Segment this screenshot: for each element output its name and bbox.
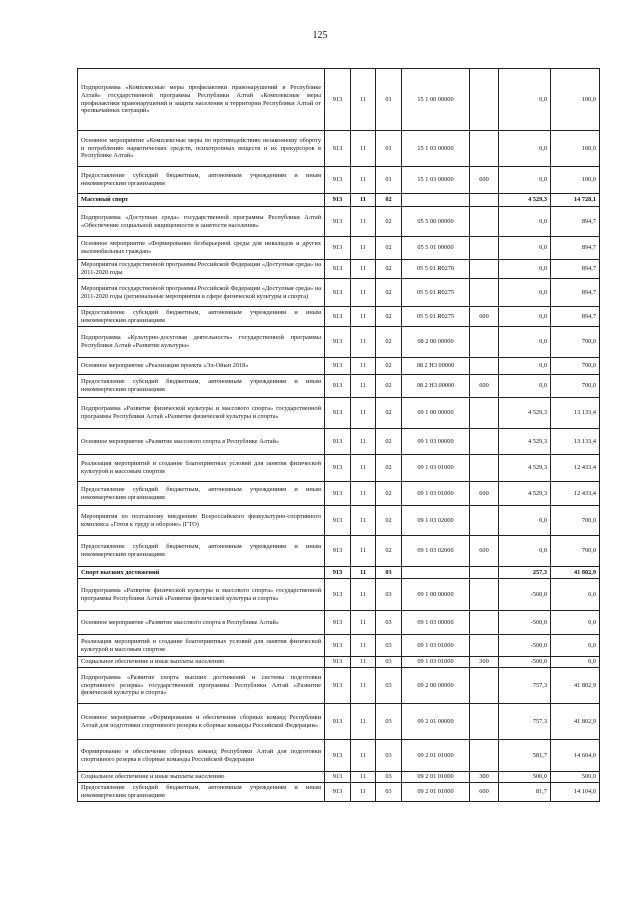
row-name-cell: Основное мероприятие «Формирование и обеспечение сборных команд Республики Алтай для подготовки спортивного резерва в сборные команды Российской Федерации» (78, 704, 325, 740)
amount-total-cell: 41 802,9 (551, 668, 600, 704)
amount-total-cell: 700,0 (551, 358, 600, 375)
section-code-cell: 11 (351, 657, 376, 668)
table-row (78, 506, 600, 536)
amount-change-cell: 4 529,3 (499, 398, 551, 429)
table-row (78, 375, 600, 398)
target-article-cell: 09 1 00 00000 (402, 398, 470, 429)
section-code-cell: 11 (351, 131, 376, 167)
section-code-cell: 11 (351, 207, 376, 237)
amount-change-cell: 500,0 (499, 772, 551, 783)
amount-change-cell: 4 529,3 (499, 429, 551, 455)
grbs-code-cell: 913 (325, 358, 351, 375)
amount-total-cell: 41 802,9 (551, 567, 600, 579)
target-article-cell: 05 5 01 R0275 (402, 279, 470, 307)
table-row (78, 260, 600, 279)
budget-table-body (78, 69, 600, 802)
section-code-cell: 11 (351, 772, 376, 783)
expense-type-cell (470, 260, 499, 279)
expense-type-cell (470, 567, 499, 579)
table-row (78, 740, 600, 772)
amount-total-cell: 14 104,0 (551, 783, 600, 802)
row-name-cell: Основное мероприятие «Формирование безбарьерной среды для инвалидов и других маломобильных граждан» (78, 237, 325, 260)
row-name-cell: Предоставление субсидий бюджетным, автономным учреждениям и иным некоммерческим организациям (78, 375, 325, 398)
subsection-code-cell: 03 (376, 657, 402, 668)
section-code-cell: 11 (351, 194, 376, 207)
target-article-cell: 09 1 03 01000 (402, 657, 470, 668)
amount-change-cell: 257,3 (499, 567, 551, 579)
expense-type-cell (470, 194, 499, 207)
target-article-cell: 09 1 03 02000 (402, 506, 470, 536)
grbs-code-cell: 913 (325, 260, 351, 279)
row-name-cell: Подпрограмма «Развитие физической культуры и массового спорта» государственной программы Республики Алтай «Развитие физической культуры и спорта» (78, 579, 325, 611)
target-article-cell: 09 1 03 02000 (402, 536, 470, 567)
subsection-code-cell: 02 (376, 506, 402, 536)
row-name-cell: Основное мероприятие «Развитие массового спорта в Республике Алтай» (78, 429, 325, 455)
table-row (78, 131, 600, 167)
row-name-cell: Спорт высших достижений (78, 567, 325, 579)
table-row (78, 358, 600, 375)
amount-total-cell: 12 433,4 (551, 455, 600, 482)
amount-total-cell: 13 133,4 (551, 429, 600, 455)
expense-type-cell (470, 358, 499, 375)
expense-type-cell (470, 611, 499, 635)
target-article-cell: 09 1 03 01000 (402, 455, 470, 482)
amount-change-cell: 757,3 (499, 668, 551, 704)
target-article-cell: 09 1 03 00000 (402, 611, 470, 635)
budget-table (77, 68, 600, 802)
row-name-cell: Подпрограмма «Доступная среда» государственной программы Республики Алтай «Обеспечение социальной защищенности и занятости населения» (78, 207, 325, 237)
amount-change-cell: 81,7 (499, 783, 551, 802)
section-code-cell: 11 (351, 69, 376, 131)
amount-total-cell: 41 802,9 (551, 704, 600, 740)
section-code-cell: 11 (351, 611, 376, 635)
grbs-code-cell: 913 (325, 668, 351, 704)
amount-total-cell: 0,0 (551, 611, 600, 635)
grbs-code-cell: 913 (325, 611, 351, 635)
table-row (78, 307, 600, 327)
subsection-code-cell: 02 (376, 279, 402, 307)
target-article-cell: 09 2 00 00000 (402, 668, 470, 704)
row-name-cell: Социальное обеспечение и иные выплаты населению (78, 657, 325, 668)
amount-change-cell: -500,0 (499, 611, 551, 635)
table-row (78, 279, 600, 307)
amount-change-cell: 0,0 (499, 260, 551, 279)
row-name-cell: Основное мероприятие «Комплексные меры по противодействию незаконному обороту и потреблению наркотических средств, психотропных веществ и их прекурсоров в Республике Алтай» (78, 131, 325, 167)
expense-type-cell (470, 455, 499, 482)
expense-type-cell (470, 429, 499, 455)
target-article-cell: 09 1 03 01000 (402, 482, 470, 506)
section-code-cell: 11 (351, 327, 376, 358)
amount-change-cell: 0,0 (499, 207, 551, 237)
grbs-code-cell: 913 (325, 398, 351, 429)
row-name-cell: Мероприятия по поэтапному внедрению Всероссийского физкультурно-спортивного комплекса «Готов к труду и обороне» (ГТО) (78, 506, 325, 536)
target-article-cell: 08 2 Н3 00000 (402, 375, 470, 398)
table-row (78, 657, 600, 668)
section-code-cell: 11 (351, 358, 376, 375)
target-article-cell: 09 1 03 01000 (402, 635, 470, 657)
grbs-code-cell: 913 (325, 279, 351, 307)
table-row (78, 167, 600, 194)
section-code-cell: 11 (351, 579, 376, 611)
target-article-cell: 09 2 01 00000 (402, 704, 470, 740)
expense-type-cell (470, 207, 499, 237)
target-article-cell: 08 2 00 00000 (402, 327, 470, 358)
amount-change-cell: 0,0 (499, 167, 551, 194)
row-name-cell: Подпрограмма «Развитие физической культуры и массового спорта» государственной программы Республики Алтай «Развитие физической культуры и спорта» (78, 398, 325, 429)
section-code-cell: 11 (351, 635, 376, 657)
row-name-cell: Формирование и обеспечение сборных команд Республики Алтай для подготовки спортивного резерва в сборные команды Российской Федерации (78, 740, 325, 772)
amount-change-cell: 0,0 (499, 358, 551, 375)
expense-type-cell (470, 579, 499, 611)
row-name-cell: Предоставление субсидий бюджетным, автономным учреждениям и иным некоммерческим организациям (78, 307, 325, 327)
amount-change-cell: 0,0 (499, 279, 551, 307)
grbs-code-cell: 913 (325, 579, 351, 611)
row-name-cell: Реализация мероприятий и создание благоприятных условий для занятия физической культурой и массовым спортом (78, 455, 325, 482)
target-article-cell: 15 1 03 00000 (402, 131, 470, 167)
amount-change-cell: 0,0 (499, 69, 551, 131)
section-code-cell: 11 (351, 167, 376, 194)
subsection-code-cell: 02 (376, 375, 402, 398)
grbs-code-cell: 913 (325, 704, 351, 740)
target-article-cell: 05 5 01 00000 (402, 237, 470, 260)
amount-total-cell: 894,7 (551, 207, 600, 237)
amount-change-cell: 4 529,3 (499, 482, 551, 506)
grbs-code-cell: 913 (325, 635, 351, 657)
subsection-code-cell: 02 (376, 194, 402, 207)
subsection-code-cell: 03 (376, 567, 402, 579)
expense-type-cell (470, 668, 499, 704)
subsection-code-cell: 03 (376, 740, 402, 772)
amount-change-cell: 4 529,3 (499, 194, 551, 207)
grbs-code-cell: 913 (325, 506, 351, 536)
expense-type-cell (470, 635, 499, 657)
table-row (78, 69, 600, 131)
subsection-code-cell: 02 (376, 358, 402, 375)
amount-total-cell: 700,0 (551, 375, 600, 398)
amount-change-cell: 0,0 (499, 237, 551, 260)
table-row (78, 668, 600, 704)
target-article-cell: 05 5 01 R0270 (402, 260, 470, 279)
amount-total-cell: 700,0 (551, 327, 600, 358)
expense-type-cell: 600 (470, 536, 499, 567)
subsection-code-cell: 02 (376, 327, 402, 358)
grbs-code-cell: 913 (325, 194, 351, 207)
target-article-cell: 09 2 01 01000 (402, 783, 470, 802)
expense-type-cell: 300 (470, 657, 499, 668)
table-row (78, 455, 600, 482)
target-article-cell: 08 2 Н3 00000 (402, 358, 470, 375)
target-article-cell: 05 5 00 00000 (402, 207, 470, 237)
row-name-cell: Подпрограмма «Культурно-досуговая деятельность» государственной программы Республики Алтай «Развитие культуры» (78, 327, 325, 358)
grbs-code-cell: 913 (325, 307, 351, 327)
amount-total-cell: 894,7 (551, 307, 600, 327)
subsection-code-cell: 03 (376, 783, 402, 802)
grbs-code-cell: 913 (325, 455, 351, 482)
expense-type-cell: 600 (470, 167, 499, 194)
section-code-cell: 11 (351, 567, 376, 579)
expense-type-cell (470, 506, 499, 536)
grbs-code-cell: 913 (325, 207, 351, 237)
grbs-code-cell: 913 (325, 131, 351, 167)
table-row (78, 194, 600, 207)
row-name-cell: Предоставление субсидий бюджетным, автономным учреждениям и иным некоммерческим организациям (78, 167, 325, 194)
amount-total-cell: 894,7 (551, 260, 600, 279)
target-article-cell: 05 5 01 R0275 (402, 307, 470, 327)
row-name-cell: Подпрограмма «Комплексные меры профилактики правонарушений в Республике Алтай» государственной программы Республики Алтай «Комплексные меры профилактики правонарушений и защита населения и территории Республики Алтай от чрезвычайных ситуаций» (78, 69, 325, 131)
grbs-code-cell: 913 (325, 772, 351, 783)
subsection-code-cell: 03 (376, 704, 402, 740)
section-code-cell: 11 (351, 237, 376, 260)
section-code-cell: 11 (351, 536, 376, 567)
row-name-cell: Подпрограмма «Развитие спорта высших достижений и системы подготовки спортивного резерва» государственной программы Республики Алтай «Развитие физической культуры и спорта» (78, 668, 325, 704)
expense-type-cell (470, 327, 499, 358)
amount-total-cell: 100,0 (551, 131, 600, 167)
expense-type-cell (470, 237, 499, 260)
target-article-cell: 09 1 00 00000 (402, 579, 470, 611)
table-row (78, 237, 600, 260)
expense-type-cell (470, 69, 499, 131)
grbs-code-cell: 913 (325, 69, 351, 131)
expense-type-cell: 600 (470, 482, 499, 506)
subsection-code-cell: 02 (376, 237, 402, 260)
subsection-code-cell: 03 (376, 635, 402, 657)
amount-total-cell: 100,0 (551, 69, 600, 131)
section-code-cell: 11 (351, 455, 376, 482)
grbs-code-cell: 913 (325, 567, 351, 579)
grbs-code-cell: 913 (325, 429, 351, 455)
table-row (78, 611, 600, 635)
subsection-code-cell: 02 (376, 482, 402, 506)
table-row (78, 704, 600, 740)
subsection-code-cell: 03 (376, 772, 402, 783)
amount-total-cell: 500,0 (551, 772, 600, 783)
row-name-cell: Предоставление субсидий бюджетным, автономным учреждениям и иным некоммерческим организациям (78, 536, 325, 567)
subsection-code-cell: 03 (376, 668, 402, 704)
section-code-cell: 11 (351, 482, 376, 506)
table-row (78, 579, 600, 611)
table-row (78, 783, 600, 802)
expense-type-cell: 300 (470, 772, 499, 783)
amount-total-cell: 700,0 (551, 536, 600, 567)
amount-total-cell: 894,7 (551, 237, 600, 260)
subsection-code-cell: 02 (376, 307, 402, 327)
amount-change-cell: -500,0 (499, 635, 551, 657)
row-name-cell: Предоставление субсидий бюджетным, автономным учреждениям и иным некоммерческим организациям (78, 783, 325, 802)
amount-change-cell: 0,0 (499, 536, 551, 567)
grbs-code-cell: 913 (325, 327, 351, 358)
subsection-code-cell: 02 (376, 429, 402, 455)
subsection-code-cell: 03 (376, 579, 402, 611)
row-name-cell: Предоставление субсидий бюджетным, автономным учреждениям и иным некоммерческим организациям (78, 482, 325, 506)
expense-type-cell (470, 279, 499, 307)
section-code-cell: 11 (351, 279, 376, 307)
table-row (78, 429, 600, 455)
target-article-cell (402, 567, 470, 579)
amount-change-cell: 0,0 (499, 506, 551, 536)
target-article-cell: 09 1 03 00000 (402, 429, 470, 455)
expense-type-cell (470, 740, 499, 772)
grbs-code-cell: 913 (325, 237, 351, 260)
subsection-code-cell: 01 (376, 131, 402, 167)
subsection-code-cell: 02 (376, 207, 402, 237)
amount-total-cell: 14 728,1 (551, 194, 600, 207)
target-article-cell (402, 194, 470, 207)
table-row (78, 327, 600, 358)
amount-change-cell: 0,0 (499, 131, 551, 167)
expense-type-cell (470, 131, 499, 167)
subsection-code-cell: 02 (376, 260, 402, 279)
amount-total-cell: 0,0 (551, 635, 600, 657)
target-article-cell: 09 2 01 01000 (402, 740, 470, 772)
table-row (78, 536, 600, 567)
grbs-code-cell: 913 (325, 482, 351, 506)
amount-total-cell: 12 433,4 (551, 482, 600, 506)
grbs-code-cell: 913 (325, 375, 351, 398)
subsection-code-cell: 01 (376, 69, 402, 131)
grbs-code-cell: 913 (325, 783, 351, 802)
table-row (78, 635, 600, 657)
section-code-cell: 11 (351, 704, 376, 740)
amount-total-cell: 0,0 (551, 579, 600, 611)
subsection-code-cell: 01 (376, 167, 402, 194)
grbs-code-cell: 913 (325, 536, 351, 567)
expense-type-cell: 600 (470, 375, 499, 398)
amount-total-cell: 100,0 (551, 167, 600, 194)
amount-total-cell: 0,0 (551, 657, 600, 668)
amount-change-cell: 581,7 (499, 740, 551, 772)
section-code-cell: 11 (351, 260, 376, 279)
amount-change-cell: 0,0 (499, 327, 551, 358)
table-row (78, 398, 600, 429)
amount-change-cell: 4 529,3 (499, 455, 551, 482)
section-code-cell: 11 (351, 740, 376, 772)
row-name-cell: Основное мероприятие «Реализация проекта «Эл-Ойын 2018» (78, 358, 325, 375)
target-article-cell: 15 1 00 00000 (402, 69, 470, 131)
amount-total-cell: 894,7 (551, 279, 600, 307)
table-row (78, 482, 600, 506)
grbs-code-cell: 913 (325, 167, 351, 194)
target-article-cell: 15 1 03 00000 (402, 167, 470, 194)
expense-type-cell: 600 (470, 783, 499, 802)
expense-type-cell (470, 398, 499, 429)
target-article-cell: 09 2 01 01000 (402, 772, 470, 783)
row-name-cell: Мероприятия государственной программы Российской Федерации «Доступная среда» на 2011-2020 годы (региональные мероприятия в сфере физической культуры и спорта) (78, 279, 325, 307)
amount-total-cell: 14 604,0 (551, 740, 600, 772)
section-code-cell: 11 (351, 506, 376, 536)
page-number: 125 (312, 30, 328, 41)
row-name-cell: Реализация мероприятий и создание благоприятных условий для занятия физической культурой и массовым спортом (78, 635, 325, 657)
row-name-cell: Массовый спорт (78, 194, 325, 207)
amount-total-cell: 13 133,4 (551, 398, 600, 429)
table-row (78, 772, 600, 783)
section-code-cell: 11 (351, 398, 376, 429)
expense-type-cell: 600 (470, 307, 499, 327)
amount-change-cell: -500,0 (499, 657, 551, 668)
row-name-cell: Основное мероприятие «Развитие массового спорта в Республике Алтай» (78, 611, 325, 635)
table-row (78, 207, 600, 237)
subsection-code-cell: 03 (376, 611, 402, 635)
expense-type-cell (470, 704, 499, 740)
grbs-code-cell: 913 (325, 740, 351, 772)
section-code-cell: 11 (351, 375, 376, 398)
subsection-code-cell: 02 (376, 398, 402, 429)
subsection-code-cell: 02 (376, 536, 402, 567)
section-code-cell: 11 (351, 783, 376, 802)
section-code-cell: 11 (351, 307, 376, 327)
amount-change-cell: -500,0 (499, 579, 551, 611)
amount-change-cell: 0,0 (499, 307, 551, 327)
row-name-cell: Социальное обеспечение и иные выплаты населению (78, 772, 325, 783)
amount-change-cell: 0,0 (499, 375, 551, 398)
section-code-cell: 11 (351, 429, 376, 455)
row-name-cell: Мероприятия государственной программы Российской Федерации «Доступная среда» на 2011-2020 годы (78, 260, 325, 279)
subsection-code-cell: 02 (376, 455, 402, 482)
section-code-cell: 11 (351, 668, 376, 704)
grbs-code-cell: 913 (325, 657, 351, 668)
amount-total-cell: 700,0 (551, 506, 600, 536)
table-row (78, 567, 600, 579)
amount-change-cell: 757,3 (499, 704, 551, 740)
